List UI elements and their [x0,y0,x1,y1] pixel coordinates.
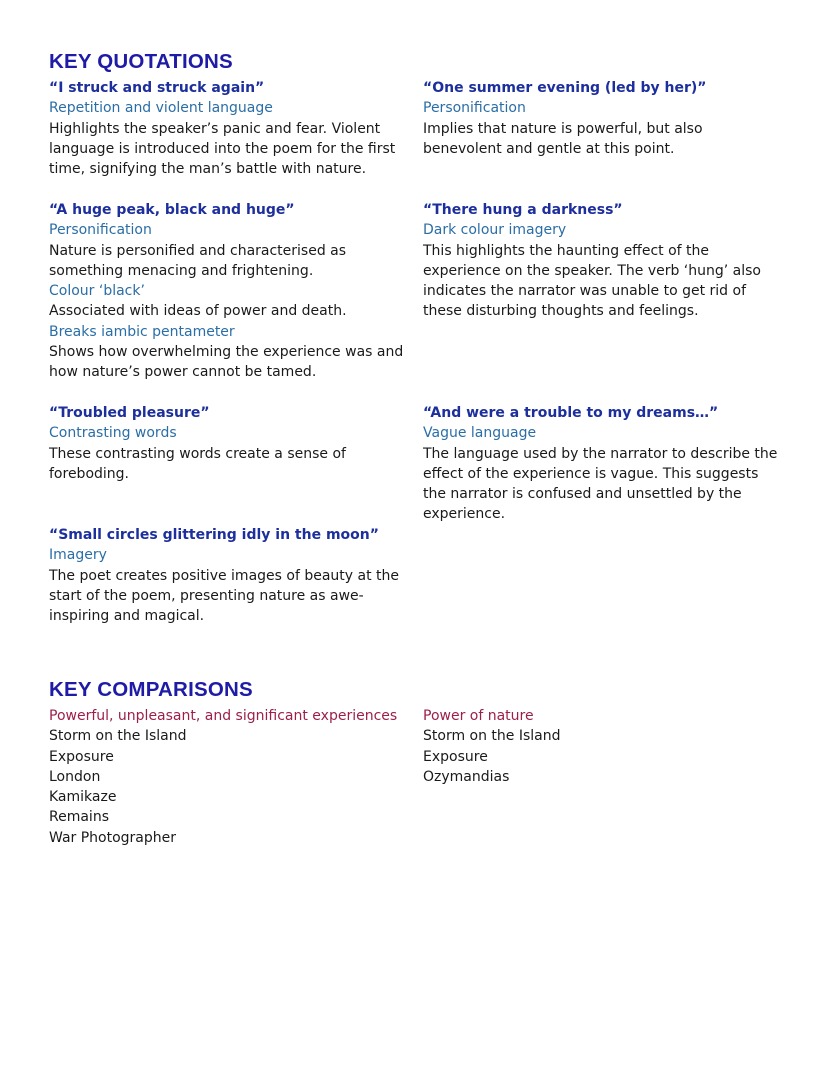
technique-label: Repetition and violent language [49,100,273,117]
comparison-poem: Exposure [49,748,114,765]
technique-explanation: The poet creates positive images of beauty at the start of the poem, presenting nature as awe-inspiring and magical. [49,567,400,625]
technique-label: Breaks iambic pentameter [49,323,235,340]
comparison-poem: Remains [49,809,109,826]
technique-label: Personification [423,100,526,117]
key-quotations-heading: KEY QUOTATIONS [49,50,233,73]
technique-label: Vague language [423,425,537,442]
quotation-text: “I struck and struck again” [49,80,265,96]
quotation-text: “One summer evening (led by her)” [423,80,707,96]
quotation-block [423,403,783,525]
quotation-block [49,78,409,179]
technique-label: Personification [49,222,152,239]
comparison-poem: Kamikaze [49,789,117,806]
technique-label: Dark colour imagery [423,222,567,239]
quotation-text: “Troubled pleasure” [49,405,210,421]
technique-explanation: These contrasting words create a sense of foreboding. [49,445,346,482]
technique-explanation: This highlights the haunting effect of the experience on the speaker. The verb ‘hung’ also indicates the narrator was unable to get rid of these disturbing thoughts and feelings. [423,242,761,320]
technique-explanation: Associated with ideas of power and death. [49,303,347,320]
comparison-group [423,706,783,787]
comparison-category: Powerful, unpleasant, and significant experiences [49,708,398,724]
comparison-poem: London [49,768,101,785]
quotation-text: “There hung a darkness” [423,202,623,218]
comparison-poem: War Photographer [49,829,177,846]
quotation-block [423,200,783,322]
quotation-block [423,78,783,159]
comparison-poem: Ozymandias [423,768,510,785]
key-comparisons-heading: KEY COMPARISONS [49,678,253,701]
quotation-block [49,525,409,626]
technique-label: Colour ‘black’ [49,283,145,300]
technique-label: Imagery [49,547,107,564]
quotation-block [49,200,409,383]
technique-explanation: Nature is personified and characterised as something menacing and frightening. [49,242,347,279]
technique-explanation: Shows how overwhelming the experience was and how nature’s power cannot be tamed. [49,344,404,381]
technique-label: Contrasting words [49,425,177,442]
quotation-text: “A huge peak, black and huge” [49,202,295,218]
quotation-text: “And were a trouble to my dreams…” [423,405,719,421]
quotation-text: “Small circles glittering idly in the moon” [49,527,379,543]
revision-page [49,50,789,846]
comparison-category: Power of nature [423,708,534,724]
comparison-poem: Storm on the Island [423,728,561,745]
technique-explanation: The language used by the narrator to describe the effect of the experience is vague. This suggests the narrator is confused and unsettled by the experience. [423,445,778,523]
quotation-block [49,403,409,484]
technique-explanation: Implies that nature is powerful, but also benevolent and gentle at this point. [423,120,703,157]
comparison-poem: Exposure [423,748,488,765]
comparison-group [49,706,409,848]
technique-explanation: Highlights the speaker’s panic and fear. Violent language is introduced into the poem for the first time, signifying the man’s battle with nature. [49,120,396,178]
comparison-poem: Storm on the Island [49,728,187,745]
